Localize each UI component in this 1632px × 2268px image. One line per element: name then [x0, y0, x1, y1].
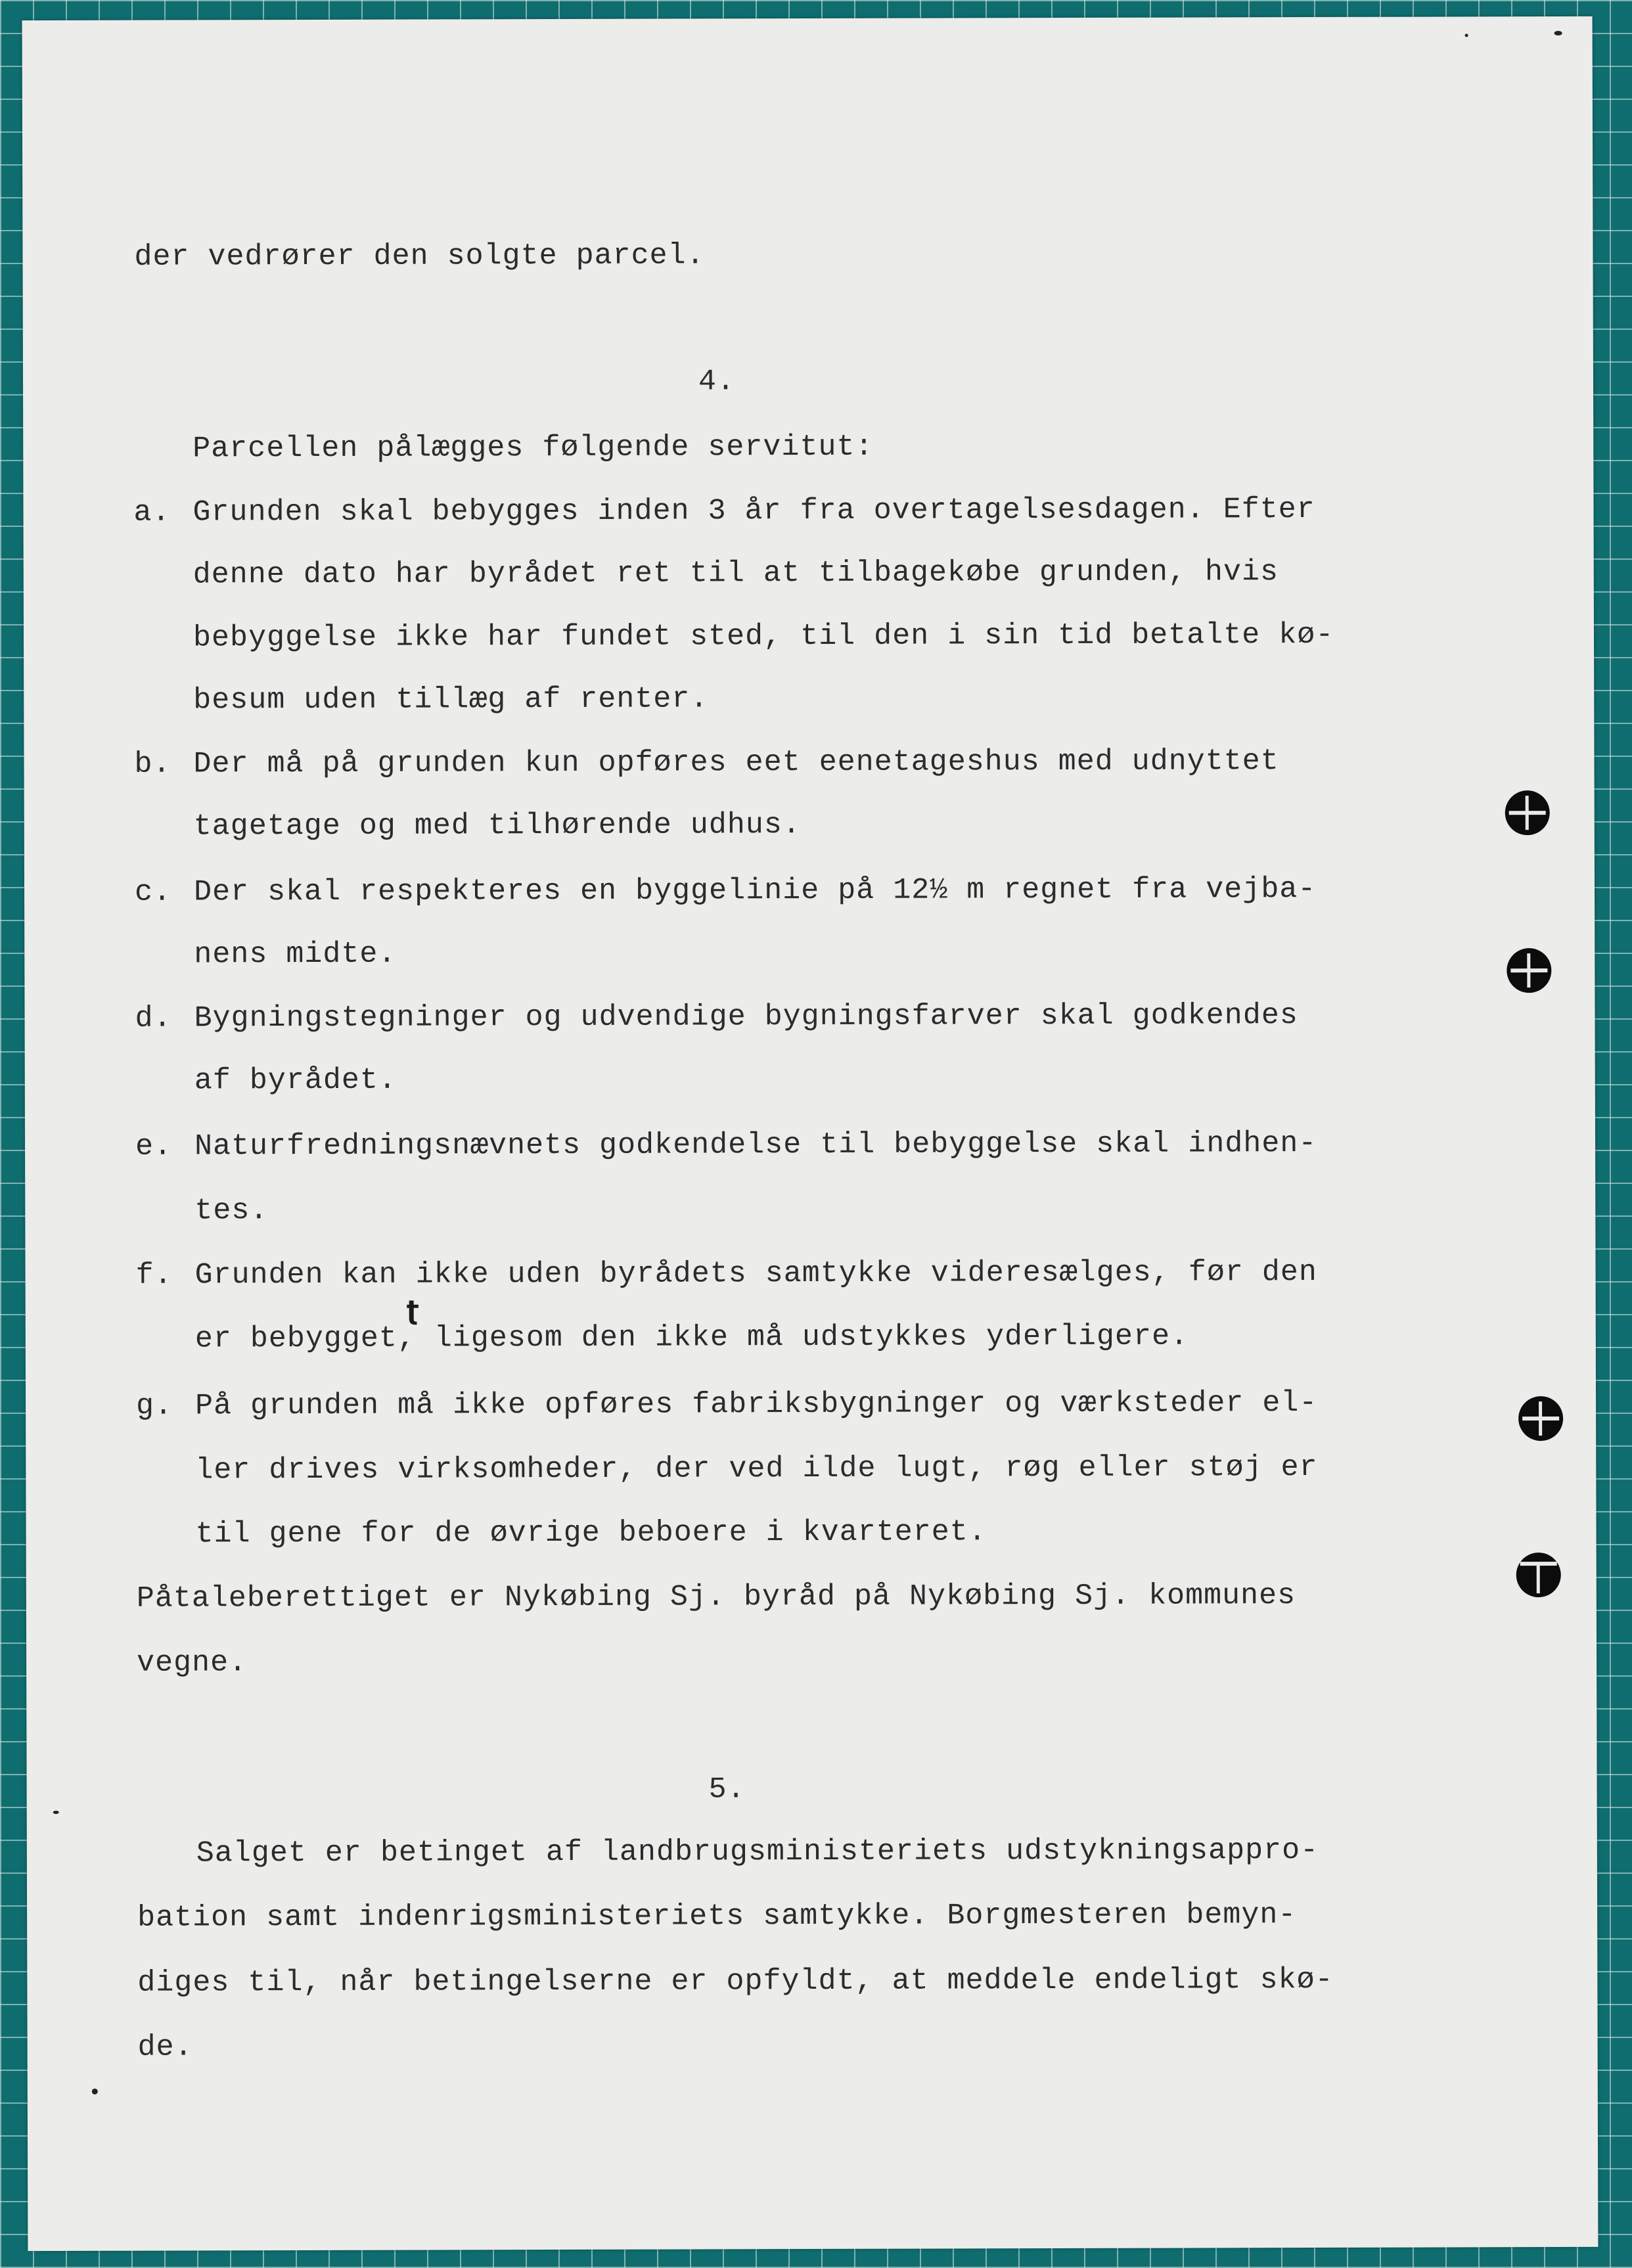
item-a-line-3: bebyggelse ikke har fundet sted, til den i sin tid betalte kø-: [193, 618, 1334, 655]
item-e-marker: e.: [135, 1129, 173, 1164]
item-c-line-1: Der skal respekteres en byggelinie på 12½ m regnet fra vejba-: [193, 872, 1317, 909]
document-page: [22, 16, 1598, 2251]
item-f-line-1: Grunden kan ikke uden byrådets samtykke videresælges, før den: [194, 1255, 1317, 1292]
item-e-line-1: Naturfredningsnævnets godkendelse til bebyggelse skal indhen-: [194, 1126, 1317, 1164]
item-g-marker: g.: [136, 1389, 173, 1423]
item-b-line-2: tagetage og med tilhørende udhus.: [193, 808, 801, 844]
section-5-line-1: Salget er betinget af landbrugsministeriets udstykningsappro-: [196, 1833, 1319, 1871]
servitut-intro: Parcellen pålægges følgende servitut:: [193, 430, 874, 466]
section-5-line-2: bation samt indenrigsministeriets samtykke. Borgmesteren bemyn-: [137, 1898, 1297, 1935]
punch-hole-1: [1505, 790, 1550, 835]
section-5-line-4: de.: [137, 2030, 193, 2064]
section-4-heading: 4.: [698, 365, 736, 399]
item-g-line-1: På grunden må ikke opføres fabriksbygninger og værksteder el-: [195, 1386, 1318, 1423]
item-f-line-2: er bebygget, ligesom den ikke må udstykkes yderligere.: [194, 1319, 1189, 1356]
item-b-line-1: Der må på grunden kun opføres eet eenetageshus med udnyttet: [193, 744, 1279, 781]
item-b-marker: b.: [134, 747, 171, 781]
ink-speck: [53, 1811, 59, 1814]
item-a-line-2: denne dato har byrådet ret til at tilbagekøbe grunden, hvis: [193, 555, 1279, 592]
item-d-line-1: Bygningstegninger og udvendige bygningsfarver skal godkendes: [194, 999, 1298, 1035]
item-c-marker: c.: [134, 875, 172, 909]
section-5-line-3: diges til, når betingelserne er opfyldt, at meddele endeligt skø-: [137, 1962, 1334, 2000]
item-g-line-2: ler drives virksomheder, der ved ilde lugt, røg eller støj er: [195, 1450, 1318, 1487]
punch-hole-3: [1518, 1396, 1563, 1441]
ink-speck: [1554, 31, 1562, 35]
item-f-marker: f.: [135, 1258, 173, 1292]
item-g-line-3: til gene for de øvrige beboere i kvarteret.: [195, 1515, 987, 1551]
item-a-marker: a.: [133, 495, 171, 530]
paataleberettiget-line-2: vegne.: [137, 1646, 248, 1680]
punch-hole-4: [1516, 1553, 1561, 1597]
handwritten-correction-mark: ʈ: [406, 1295, 419, 1326]
section-5-heading: 5.: [708, 1773, 746, 1807]
item-a-line-1: Grunden skal bebygges inden 3 år fra overtagelsesdagen. Efter: [193, 492, 1315, 530]
item-e-line-2: tes.: [194, 1194, 269, 1228]
item-d-line-2: af byrådet.: [194, 1063, 397, 1098]
item-c-line-2: nens midte.: [194, 937, 397, 972]
ink-speck: [92, 2089, 98, 2095]
punch-hole-2: [1507, 948, 1551, 993]
text-line-1: der vedrører den solgte parcel.: [134, 238, 705, 274]
item-a-line-4: besum uden tillæg af renter.: [193, 682, 709, 717]
item-d-marker: d.: [135, 1001, 172, 1035]
ink-speck: [1465, 34, 1468, 37]
paataleberettiget-line-1: Påtaleberettiget er Nykøbing Sj. byråd på Nykøbing Sj. kommunes: [136, 1579, 1296, 1616]
